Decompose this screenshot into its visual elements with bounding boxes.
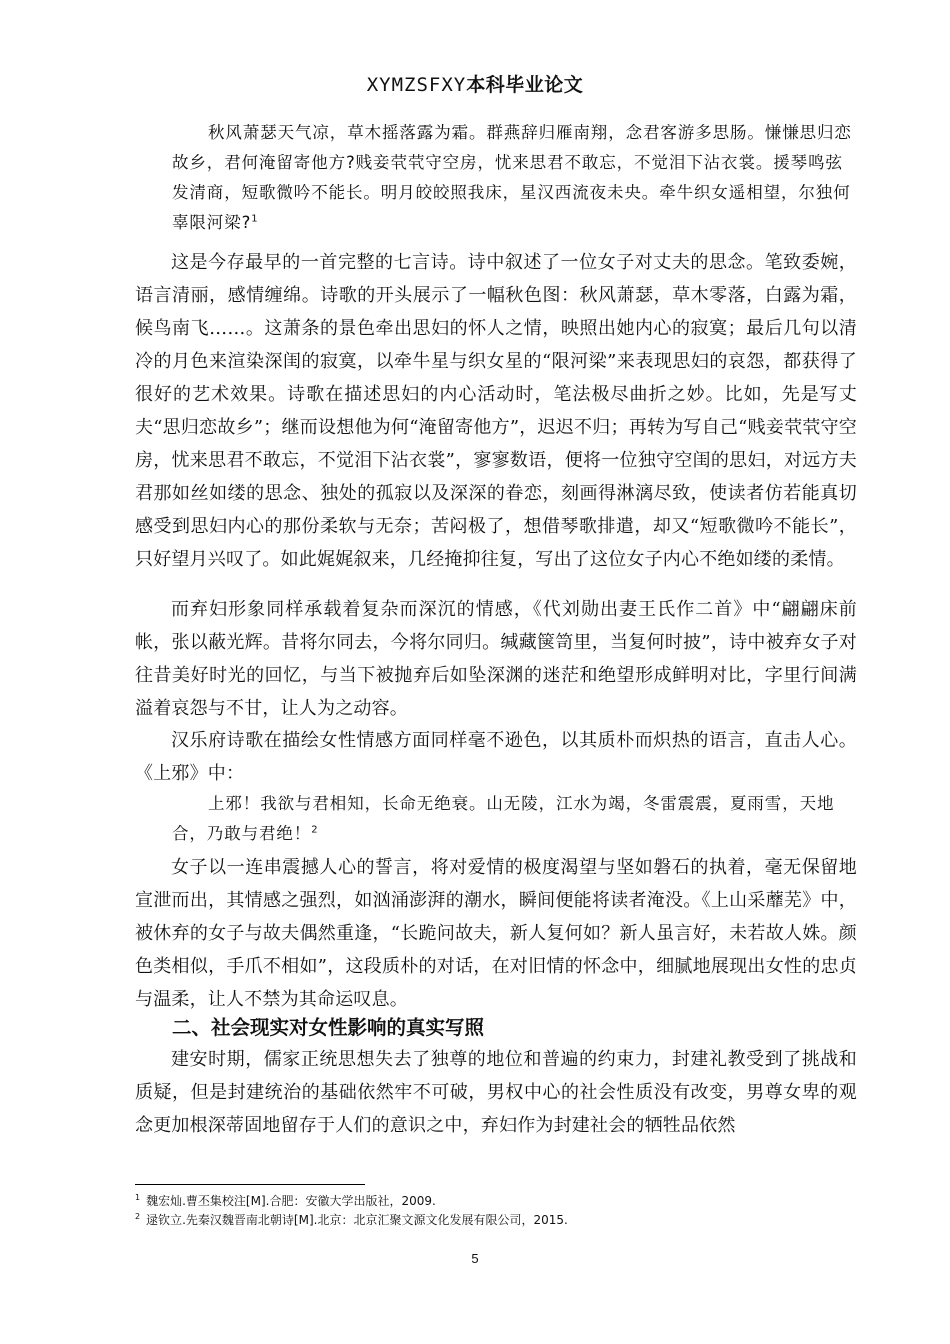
paragraph-5: 建安时期，儒家正统思想失去了独尊的地位和普遍的约束力，封建礼教受到了挑战和质疑，但是封建统治的基础依然牢不可破，男权中心的社会性质没有改变，男尊女卑的观念更加根深蒂固地留存于人们的意识之中，弃妇作为封建社会的牺牲品依然: [135, 1049, 857, 1136]
footnote-ref-2[interactable]: 2: [311, 824, 319, 836]
footnote-1: [135, 1193, 436, 1209]
section-heading: 二、社会现实对女性影响的真实写照: [172, 1016, 485, 1039]
header-code: XYMZSFXY: [366, 74, 467, 96]
footnote-1-text: 魏宏灿.曹丕集校注[M].合肥：安徽大学出版社，2009.: [146, 1194, 436, 1208]
poem-quote-1: [172, 118, 856, 238]
page-number: 5: [471, 1251, 479, 1266]
footnote-divider: [135, 1184, 365, 1185]
page-header: [0, 70, 950, 97]
paragraph-2: 而弃妇形象同样承载着复杂而深沉的情感，《代刘勋出妻王氏作二首》中“翩翩床前帐，张以蔽光辉。昔将尔同去，今将尔同归。缄藏箧笥里，当复何时披”，诗中被弃女子对往昔美好时光的回忆，与当下被抛弃后如坠深渊的迷茫和绝望形成鲜明对比，字里行间满溢着哀怨与不甘，让人为之动容。: [135, 599, 857, 719]
poem-1-text: 秋风萧瑟天气凉，草木摇落露为霜。群燕辞归雁南翔，念君客游多思肠。慊慊思归恋故乡，君何淹留寄他方?贱妾茕茕守空房，忧来思君不敢忘，不觉泪下沾衣裳。援琴鸣弦发清商，短歌微吟不能长。明月皎皎照我床，星汉西流夜未央。牵牛织女遥相望，尔独何辜限河梁?: [172, 123, 852, 232]
footnote-1-mark: 1: [135, 1193, 141, 1202]
paragraph-1: 这是今存最早的一首完整的七言诗。诗中叙述了一位女子对丈夫的思念。笔致委婉，语言清丽，感情缠绵。诗歌的开头展示了一幅秋色图：秋风萧瑟，草木零落，白露为霜，候鸟南飞……。这萧条的景色牵出思妇的怀人之情，映照出她内心的寂寞；最后几句以清冷的月色来渲染深闺的寂寞，以牵牛星与织女星的“限河梁”来表现思妇的哀怨，都获得了很好的艺术效果。诗歌在描述思妇的内心活动时，笔法极尽曲折之妙。比如，先是写丈夫“思归恋故乡”；继而设想他为何“淹留寄他方”，迟迟不归；再转为写自己“贱妾茕茕守空房，忧来思君不敢忘，不觉泪下沾衣裳”，寥寥数语，便将一位独守空闺的思妇，对远方夫君那如丝如缕的思念、独处的孤寂以及深深的眷恋，刻画得淋漓尽致，使读者仿若能真切感受到思妇内心的那份柔软与无奈；苦闷极了，想借琴歌排遣，却又“短歌微吟不能长”，只好望月兴叹了。如此娓娓叙来，几经掩抑往复，写出了这位女子内心不绝如缕的柔情。: [135, 252, 857, 570]
footnote-2-text: 逯钦立.先秦汉魏晋南北朝诗[M].北京：北京汇聚文源文化发展有限公司，2015.: [146, 1213, 568, 1227]
paragraph-3: 汉乐府诗歌在描绘女性情感方面同样毫不逊色，以其质朴而炽热的语言，直击人心。《上邪》中：: [135, 730, 857, 784]
paragraph-4: 女子以一连串震撼人心的誓言，将对爱情的极度渴望与坚如磐石的执着，毫无保留地宣泄而出，其情感之强烈，如汹涌澎湃的潮水，瞬间便能将读者淹没。《上山采蘼芜》中，被休弃的女子与故夫偶然重逢，“长跪问故夫，新人复何如？新人虽言好，未若故人姝。颜色类相似，手爪不相如”，这段质朴的对话，在对旧情的怀念中，细腻地展现出女性的忠贞与温柔，让人不禁为其命运叹息。: [135, 857, 857, 1010]
poem-quote-2: [172, 789, 856, 849]
poem-2-text: 上邪！我欲与君相知，长命无绝衰。山无陵，江水为竭，冬雷震震，夏雨雪，天地合，乃敢与君绝！: [172, 794, 835, 843]
footnote-2-mark: 2: [135, 1212, 141, 1221]
footnote-ref-1[interactable]: 1: [251, 213, 259, 225]
header-label: 本科毕业论文: [466, 74, 584, 96]
footnote-2: [135, 1212, 568, 1228]
